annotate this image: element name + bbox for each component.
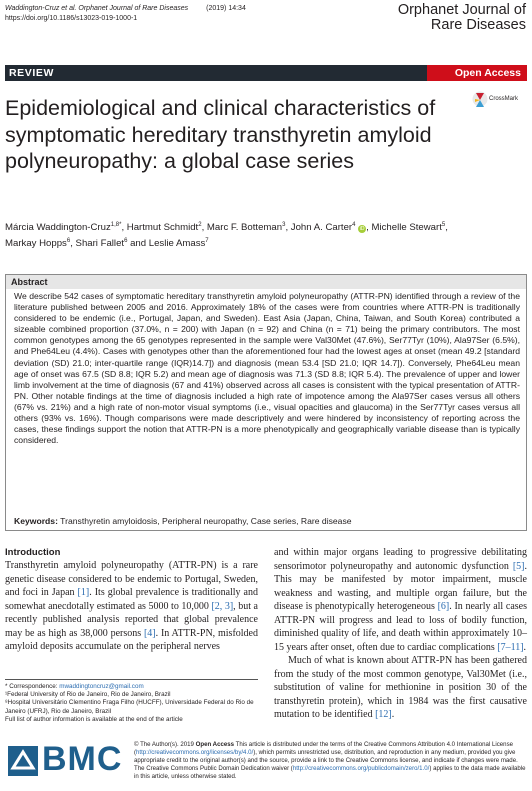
footnotes <box>5 679 258 724</box>
keywords-label: Keywords: <box>14 516 58 526</box>
crossmark-label: CrossMark <box>489 96 519 102</box>
abstract-heading: Abstract <box>6 275 526 289</box>
author-name[interactable]: Leslie Amass <box>148 237 206 249</box>
keywords <box>14 516 520 527</box>
citation-link[interactable]: [1] <box>77 587 90 598</box>
license-link[interactable]: http://creativecommons.org/licenses/by/4.0/ <box>136 749 254 757</box>
citation-year: (2019) 14:34 <box>206 5 246 12</box>
citation-link[interactable]: [4] <box>143 627 156 639</box>
author-list: Márcia Waddington-Cruz$^{1,8*}$, Hartmut Schmidt$^2$, Marc F. Botteman$^3$, John A. Carter$^4$ iD , Michelle Stewart$^5$, Markay Hopps$^6$, Shari Fallet$^6$ and Leslie Amass$^7$ <box>5 222 448 249</box>
section-heading: Introduction <box>5 547 61 558</box>
license-text: © The Author(s). 2019 Open Access This article is distributed under the terms of the Creative Commons Attribution 4.0 International License (http://creativecommons.org/licenses/by/4.0/), which permits unrestricted use, distribution, and reproduction in any medium, provided you give appropriate credit to the original author(s) and the source, provide a link to the Creative Commons license, and indicate if changes were made. The Creative Commons Public Domain Dedication waiver (http://creativecommons.org/publicdomain/zero/1.0/) applies to the data made available in this article, unless otherwise stated. <box>134 741 526 781</box>
body-paragraph: Much of what is known about ATTR-PN has been gathered from the study of the most common genotype, Val30Met (i.e., substitution of valine for methionine in position 30 of the transthyretin protein), which in 1984 was the first causative mutation to be identified [12]. <box>274 655 527 720</box>
intro-paragraph: Transthyretin amyloid polyneuropathy (ATTR-PN) is a rare genetic disease considered to be endemic to Portugal, Sweden, and foci in Japan [1]. Its global prevalence is traditionally and somewhat anecdotally estimated as 5000 to 10,000 [2, 3], but a recently published analysis reported that global prevalence may be as high as 38,000 persons [4]. In ATTR-PN, misfolded amyloid deposits accumulate on the peripheral nerves <box>5 560 258 652</box>
open-access-badge: Open Access <box>427 65 527 81</box>
article-type-label: REVIEW <box>9 67 55 79</box>
author-name[interactable]: Marc F. Botteman <box>206 222 283 234</box>
citation-link[interactable]: [12] <box>375 709 392 720</box>
article-title: Epidemiological and clinical characteristics of symptomatic hereditary transthyretin amyloid polyneuropathy: a global case series <box>5 96 436 173</box>
keywords-list: Transthyretin amyloidosis, Peripheral neuropathy, Case series, Rare disease <box>60 516 352 526</box>
affiliation: ⁸Hospital Universitário Clementino Fraga Filho (HUCFF), Universidade Federal do Rio de Janeiro (UFRJ), Rio de Janeiro, Brazil <box>5 699 254 715</box>
bmc-logo-text: BMC <box>42 740 123 778</box>
citation-journal: Waddington-Cruz et al. Orphanet Journal of Rare Diseases <box>5 5 189 12</box>
citation-link[interactable]: [2, 3] <box>211 600 234 612</box>
orcid-icon[interactable]: iD <box>359 226 365 233</box>
running-header <box>5 4 246 23</box>
journal-name: Orphanet Journal of Rare Diseases <box>397 2 526 33</box>
correspondence: * Correspondence: mwaddingtoncruz@gmail.com <box>5 683 144 690</box>
bmc-logo-icon <box>8 746 38 776</box>
author-name[interactable]: Markay Hopps <box>5 237 67 249</box>
body-paragraph: and within major organs leading to progressive debilitating sensorimotor polyneuropathy and autonomic dysfunction [5]. This may be manifested by motor impairment, muscle weakness and wasting, and multiple organ failure, but the disease is phenotypically heterogeneous [6]. In nearly all cases ATTR-PN will progress and lead to loss of bodily function, diminished quality of life, and death within approximately 10–15 years after onset, often due to cardiac complications [7–11]. <box>274 547 527 653</box>
affiliation-note: Full list of author information is available at the end of the article <box>5 715 183 723</box>
citation-link[interactable]: [7–11] <box>497 641 524 653</box>
abstract-box <box>5 274 527 531</box>
article-type-banner <box>5 65 527 81</box>
crossmark-badge[interactable] <box>472 91 526 111</box>
author-name[interactable]: John A. Carter <box>290 222 353 234</box>
doi-link[interactable]: https://doi.org/10.1186/s13023-019-1000-1 <box>5 14 138 22</box>
license-link[interactable]: http://creativecommons.org/publicdomain/zero/1.0/ <box>292 765 430 773</box>
crossmark-icon <box>472 91 488 109</box>
affiliation: ¹Federal University of Rio de Janeiro, Rio de Janeiro, Brazil <box>5 691 171 699</box>
citation-link[interactable]: [5] <box>512 560 525 572</box>
bmc-logo <box>8 742 123 786</box>
abstract-text: We describe 542 cases of symptomatic hereditary transthyretin amyloid polyneuropathy (ATTR-PN) identified through a review of the literature published between 2005 and 2016. Approximately 18% of the cases were from countries where ATTR-PN is traditionally considered to be endemic (i.e., Portugal, Japan, and Sweden). East Asia (Japan, China, Taiwan, and South Korea) contributed a sizeable combined proportion (37.0%, n = 200) with Japan (n = 92) and China (n = 71) being the primary contributors. The most common genotypes among the 65 genotypes represented in the sample were Val30Met (47.6%), Ser77Tyr (10%), Ala97Ser (6.5%), and Phe64Leu (4.4%). Cases with genotypes other than the aforementioned four had the lowest ages at onset (mean 49.2 [standard deviation (SD) 21.0; inter-quartile range (IQR)14.7]) and diagnosis (mean 53.4 [SD 21.0; IQR 14.7]). Conversely, Phe64Leu mean age of onset was 67.5 (SD 8.8; IQR 5.2) and mean age of diagnosis was 71.3 (SD 8.8; IQR 5.4). The prevalence of upper and lower limb involvement at the time of diagnosis (67 and 41%) observed across all cases is consistent with the typical presentation of ATTR-PN. Other notable findings at the time of diagnosis included a high rate of impotence among the Ala97Ser cases versus all others (67% vs. 21%) and a high rate of non-motor visual symptoms (i.e., visual opacities and glaucoma) in the Ser77Tyr cases versus all others (93% vs. 16%). Though comparisons were made descriptively and were hindered by inconsistency of reporting across the cases, these findings support the notion that ATTR-PN is a more phenotypically and geographically variable disease than is typically considered. <box>14 291 520 446</box>
citation-link[interactable]: [6] <box>437 601 450 612</box>
email-link[interactable]: mwaddingtoncruz@gmail.com <box>59 683 144 690</box>
author-name[interactable]: Michelle Stewart <box>371 222 442 234</box>
author-name[interactable]: Hartmut Schmidt <box>126 222 199 234</box>
body-column-right <box>274 546 527 722</box>
author-name[interactable]: Márcia Waddington-Cruz <box>5 222 111 234</box>
body-column-left <box>5 546 258 654</box>
author-name[interactable]: Shari Fallet <box>75 237 125 249</box>
